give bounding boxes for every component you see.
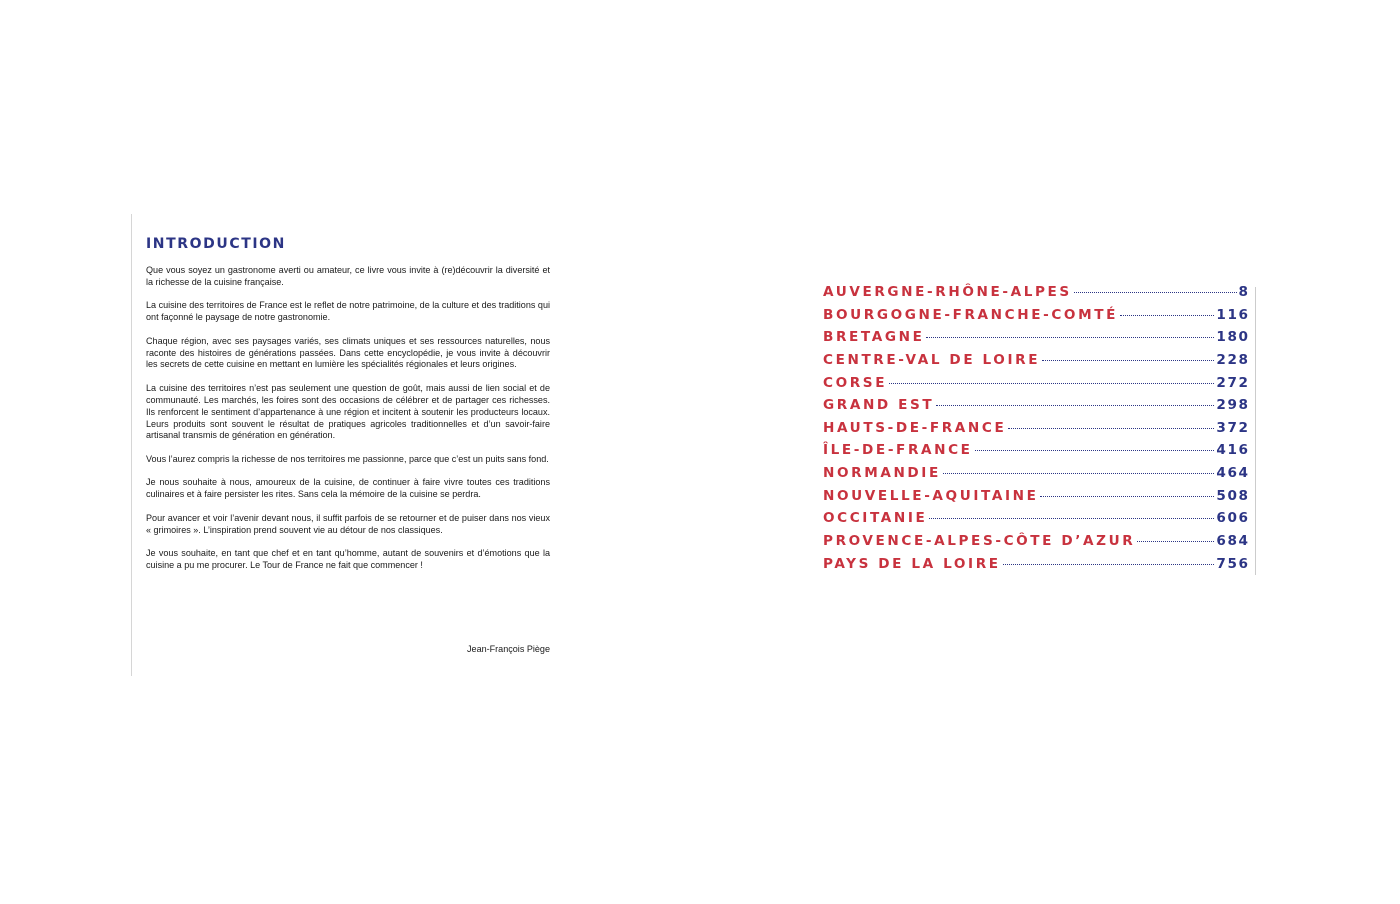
toc-dot-leader xyxy=(975,450,1215,451)
toc-entry-ile-de-france[interactable] xyxy=(823,439,1248,462)
toc-page-number: 756 xyxy=(1216,555,1250,572)
toc-dot-leader xyxy=(936,405,1214,406)
toc-dot-leader xyxy=(1074,292,1237,293)
toc-dot-leader xyxy=(943,473,1215,474)
intro-paragraph: Je nous souhaite à nous, amoureux de la cuisine, de continuer à faire vivre toutes ces traditions culinaires et à faire persister les rites. Sans cela la mémoire de la cuisine se perdra. xyxy=(146,477,550,500)
toc-region-name: BRETAGNE xyxy=(823,329,925,346)
toc-region-name: GRAND EST xyxy=(823,397,935,414)
toc-entry-normandie[interactable] xyxy=(823,462,1248,485)
toc-dot-leader xyxy=(1042,360,1214,361)
intro-paragraph: Pour avancer et voir l’avenir devant nous, il suffit parfois de se retourner et de puiser dans nos vieux « grimoires ». L’inspiration prend souvent vie au détour de nos classiques. xyxy=(146,512,550,535)
toc-region-name: OCCITANIE xyxy=(823,510,928,527)
introduction-section xyxy=(146,236,550,583)
toc-region-name: AUVERGNE-RHÔNE-ALPES xyxy=(823,284,1072,300)
toc-region-name: PROVENCE-ALPES-CÔTE D’AZUR xyxy=(823,533,1136,550)
introduction-body xyxy=(146,265,550,572)
toc-dot-leader xyxy=(1003,564,1215,565)
toc-entry-auvergne-rhone-alpes[interactable] xyxy=(823,281,1248,304)
toc-entry-centre-val-de-loire[interactable] xyxy=(823,349,1248,372)
toc-page-number: 272 xyxy=(1216,374,1250,391)
table-of-contents xyxy=(823,281,1248,575)
toc-region-name: BOURGOGNE-FRANCHE-COMTÉ xyxy=(823,306,1118,323)
toc-page-number: 416 xyxy=(1216,442,1250,459)
toc-region-name: ÎLE-DE-FRANCE xyxy=(823,442,973,459)
toc-dot-leader xyxy=(1040,496,1214,497)
toc-entry-bourgogne-franche-comte[interactable] xyxy=(823,304,1248,327)
toc-dot-leader xyxy=(1137,541,1214,542)
toc-page-number: 228 xyxy=(1216,351,1250,368)
intro-paragraph: La cuisine des territoires n’est pas seulement une question de goût, mais aussi de lien social et de communauté. Les marchés, les foires sont des occasions de célébrer et de partager ces richesses. Ils renforcent le sentiment d’appartenance à une région et incitent à soutenir les producteurs locaux. Leurs produits sont souvent le résultat de pratiques agricoles traditionnelles et d’un savoir-faire artisanal transmis de génération en génération. xyxy=(146,382,550,441)
toc-dot-leader xyxy=(889,383,1214,384)
toc-entry-occitanie[interactable] xyxy=(823,507,1248,530)
toc-region-name: NORMANDIE xyxy=(823,465,941,482)
left-page-margin-rule xyxy=(131,214,132,676)
toc-page-number: 606 xyxy=(1216,510,1250,527)
toc-page-number: 684 xyxy=(1216,533,1250,550)
toc-entry-grand-est[interactable] xyxy=(823,394,1248,417)
toc-page-number: 8 xyxy=(1238,284,1250,300)
intro-paragraph: Je vous souhaite, en tant que chef et en tant qu’homme, autant de souvenirs et d’émotions que la cuisine a pu me procurer. Le Tour de France ne fait que commencer ! xyxy=(146,547,550,570)
intro-paragraph: La cuisine des territoires de France est le reflet de notre patrimoine, de la culture et des traditions qui ont façonné le paysage de notre gastronomie. xyxy=(146,300,550,323)
intro-paragraph: Que vous soyez un gastronome averti ou amateur, ce livre vous invite à (re)découvrir la diversité et la richesse de la cuisine française. xyxy=(146,265,550,287)
toc-page-number: 180 xyxy=(1216,329,1250,346)
toc-dot-leader xyxy=(1008,428,1214,429)
toc-region-name: NOUVELLE-AQUITAINE xyxy=(823,487,1039,504)
toc-region-name: HAUTS-DE-FRANCE xyxy=(823,419,1007,436)
toc-entry-bretagne[interactable] xyxy=(823,326,1248,349)
intro-paragraph: Vous l’aurez compris la richesse de nos territoires me passionne, parce que c’est un puits sans fond. xyxy=(146,453,549,464)
toc-region-name: PAYS DE LA LOIRE xyxy=(823,555,1001,572)
toc-page-number: 116 xyxy=(1216,306,1250,323)
intro-paragraph: Chaque région, avec ses paysages variés, ses climats uniques et ses ressources naturelles, nous raconte des histoires de générations passées. Dans cette encyclopédie, je vous invite à découvrir les secrets de cette cuisine en mettant en lumière les spécialités régionales et leurs origines. xyxy=(146,335,550,370)
toc-entry-hauts-de-france[interactable] xyxy=(823,417,1248,440)
toc-dot-leader xyxy=(1120,315,1214,316)
toc-margin-rule xyxy=(1255,287,1256,575)
introduction-title: INTRODUCTION xyxy=(146,236,286,252)
toc-entry-pays-de-la-loire[interactable] xyxy=(823,553,1248,576)
toc-page-number: 464 xyxy=(1216,465,1250,482)
toc-page-number: 508 xyxy=(1216,487,1250,504)
toc-page-number: 298 xyxy=(1216,397,1250,414)
author-signature: Jean-François Piège xyxy=(467,644,550,654)
toc-dot-leader xyxy=(926,337,1214,338)
toc-region-name: CORSE xyxy=(823,374,888,391)
toc-entry-provence-alpes-cote-dazur[interactable] xyxy=(823,530,1248,553)
toc-page-number: 372 xyxy=(1216,419,1250,436)
toc-dot-leader xyxy=(929,518,1214,519)
toc-entry-corse[interactable] xyxy=(823,372,1248,395)
toc-entry-nouvelle-aquitaine[interactable] xyxy=(823,485,1248,508)
toc-region-name: CENTRE-VAL DE LOIRE xyxy=(823,351,1041,368)
